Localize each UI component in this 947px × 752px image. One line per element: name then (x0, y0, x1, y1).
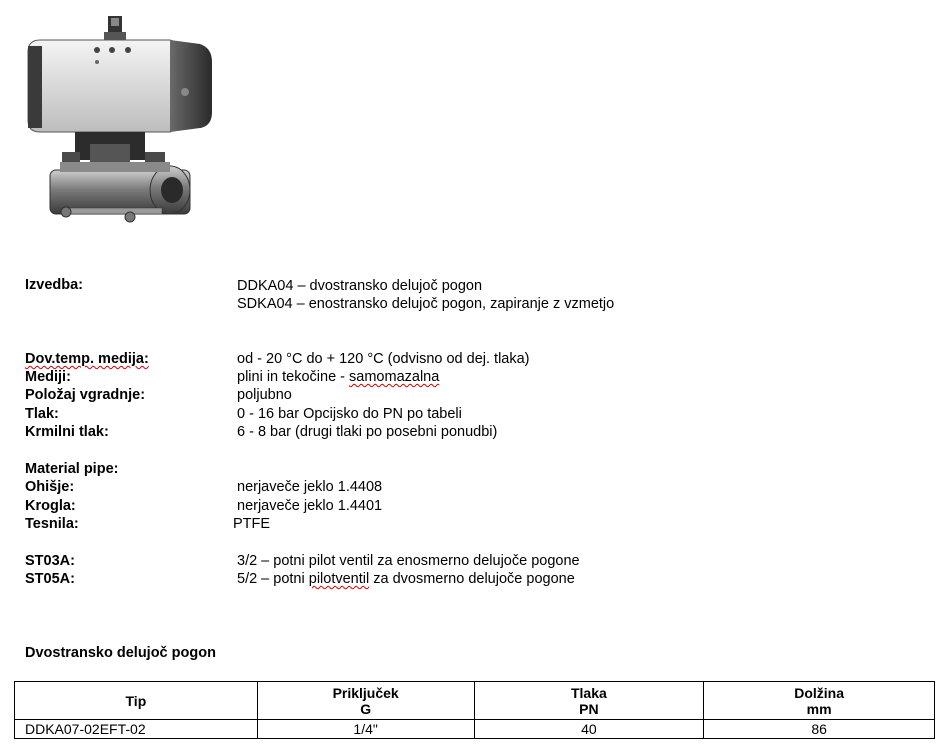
krmilni-value: 6 - 8 bar (drugi tlaki po posebni ponudbi) (237, 424, 498, 440)
krogla-label: Krogla: (25, 498, 76, 514)
header-dolzina-l1: Dolžina (794, 684, 845, 701)
ohisje-label: Ohišje: (25, 479, 75, 495)
header-tlaka-l1: Tlaka (570, 684, 607, 701)
cell-prikljucek: 1/4" (257, 720, 474, 739)
mediji-value-b: samomazalna (349, 369, 440, 385)
cell-tip: DDKA07-02EFT-02 (15, 720, 258, 739)
mediji-label: Mediji: (25, 369, 71, 385)
mediji-value-a: plini in tekočine - (237, 369, 350, 385)
header-tip-l1: Tip (125, 692, 147, 709)
st05a-value-b: pilotventil (308, 571, 370, 587)
tesnila-label: Tesnila: (25, 516, 79, 532)
izvedba-line-2: SDKA04 – enostransko delujoč pogon, zapiranje z vzmetjo (237, 296, 615, 312)
dov-temp-value: od - 20 °C do + 120 °C (odvisno od dej. tlaka) (237, 351, 530, 367)
cell-dolzina: 86 (704, 720, 935, 739)
st05a-value-a: 5/2 – potni (237, 571, 309, 587)
header-dolzina (704, 682, 935, 720)
cell-tlaka: 40 (474, 720, 704, 739)
st03a-value: 3/2 – potni pilot ventil za enosmerno delujoče pogone (237, 553, 580, 569)
spec-table (14, 681, 935, 739)
polozaj-value: poljubno (237, 387, 292, 403)
dov-temp-label-text: Dov.temp. medija: (25, 351, 149, 367)
izvedba-line-1: DDKA04 – dvostransko delujoč pogon (237, 278, 483, 294)
st05a-value-c: za dvosmerno delujoče pogone (369, 571, 575, 587)
st05a-value (237, 570, 575, 588)
header-dolzina-l2: mm (806, 700, 832, 717)
mediji-value (237, 368, 439, 386)
material-heading: Material pipe: (25, 461, 119, 477)
header-tlaka-l2: PN (579, 700, 599, 717)
st03a-label: ST03A: (25, 553, 75, 569)
header-prikljucek-l1: Priključek (332, 684, 399, 701)
dov-temp-label (25, 350, 149, 368)
table-row (15, 720, 935, 739)
tlak-label: Tlak: (25, 406, 59, 422)
polozaj-label: Položaj vgradnje: (25, 387, 146, 403)
header-prikljucek (257, 682, 474, 720)
product-photo (20, 12, 220, 232)
tesnila-value: PTFE (233, 516, 271, 532)
ohisje-value: nerjaveče jeklo 1.4408 (237, 479, 383, 495)
header-tip (15, 682, 258, 720)
table-header-row (15, 682, 935, 720)
header-prikljucek-l2: G (360, 700, 372, 717)
st05a-label: ST05A: (25, 571, 75, 587)
krmilni-label: Krmilni tlak: (25, 424, 109, 440)
krogla-value: nerjaveče jeklo 1.4401 (237, 498, 383, 514)
section-title: Dvostransko delujoč pogon (25, 645, 216, 661)
header-tlaka (474, 682, 704, 720)
tlak-value: 0 - 16 bar Opcijsko do PN po tabeli (237, 406, 462, 422)
izvedba-label: Izvedba: (25, 277, 84, 293)
